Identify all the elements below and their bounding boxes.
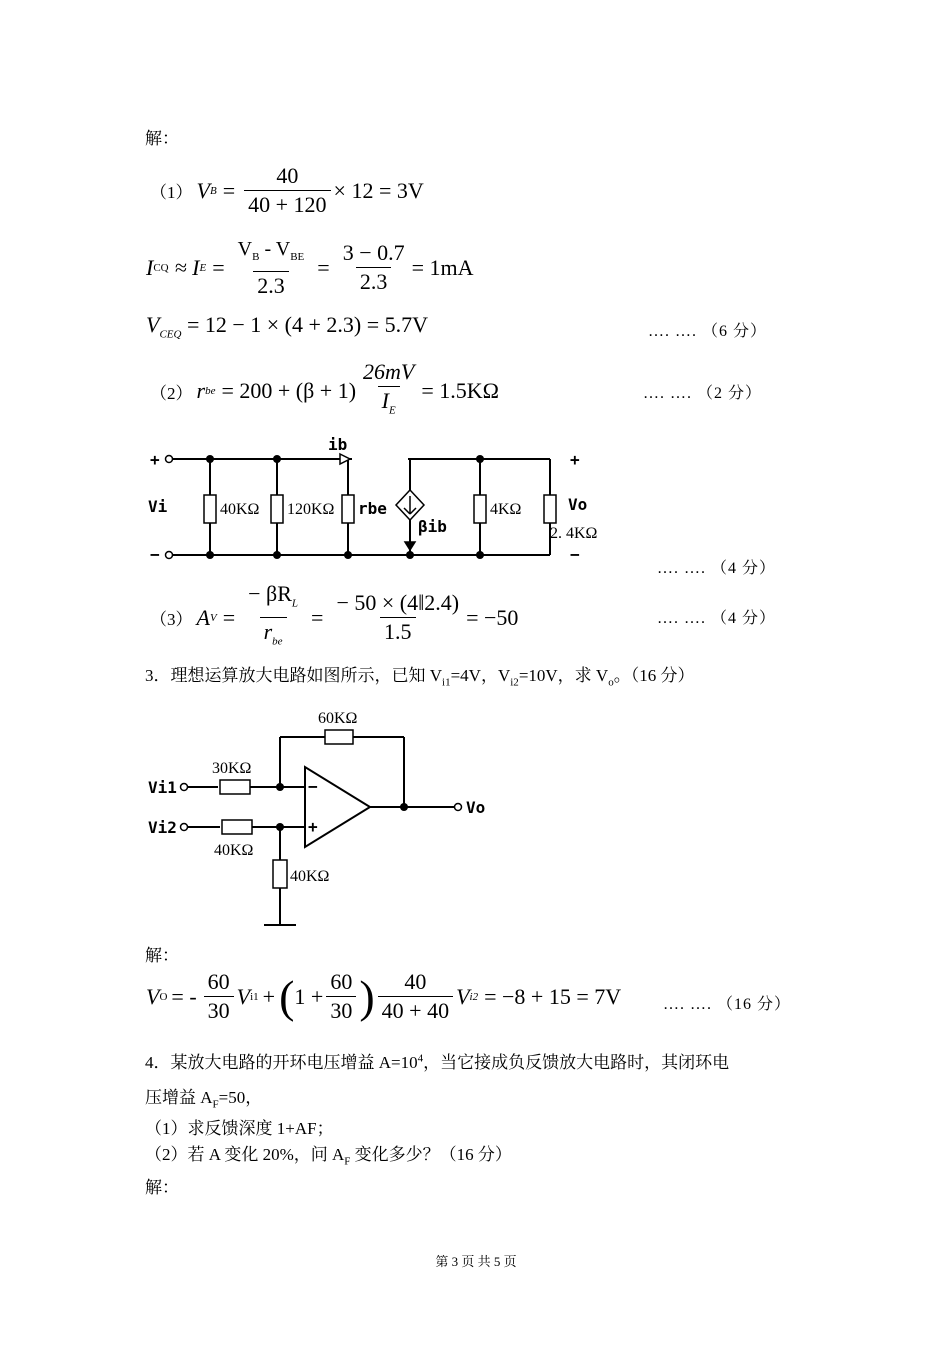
vo-f3-den: 40 + 40 [378, 996, 453, 1025]
ie-symbol: ≈ I [174, 254, 200, 280]
part-tag: （1） [150, 183, 193, 202]
icq-result: = 1mA [411, 254, 474, 280]
inverting-sign: − [308, 777, 318, 796]
score-text: （6 分） [702, 323, 768, 340]
part-tag: （2） [150, 383, 193, 403]
vb-denominator: 40 + 120 [244, 190, 330, 219]
minus-out: − [570, 545, 580, 564]
vceq-symbol: V [146, 312, 160, 337]
score-2 [643, 380, 762, 403]
resistor-40k-gnd [273, 860, 287, 888]
resistor-rl [544, 495, 556, 523]
av-fraction-2 [332, 589, 463, 646]
plus-in: + [150, 450, 160, 469]
resistor-40k [204, 495, 216, 523]
question-4-item-2: （2）若 A 变化 20%，问 $A_F$ 变化多少？（16 分） [145, 1145, 512, 1168]
equation-vceq [146, 312, 428, 340]
vo-label: Vo [568, 495, 588, 514]
av-frac1-num: − $\beta R_L$ [248, 581, 299, 610]
av-frac2-num: − 50 × (4‖2.4) [336, 590, 460, 616]
noninverting-sign: + [308, 817, 318, 836]
dots: …. …. [643, 385, 692, 402]
score-text: （4 分） [711, 610, 777, 627]
dots: …. …. [663, 996, 712, 1013]
icq-frac1-den: 2.3 [253, 271, 289, 300]
resistor-120k [271, 495, 283, 523]
score-text: （16 分） [717, 996, 792, 1013]
equation-rbe [150, 358, 499, 424]
icq-fraction-2 [339, 239, 409, 296]
page-footer: 第 3 页 共 5 页 [435, 1254, 517, 1269]
icq-frac1-num: $V_B - V_{BE}$ [237, 238, 305, 263]
vo-f2-den: 30 [326, 996, 356, 1025]
r120k-label: 120KΩ [287, 501, 335, 518]
vo-f1-den: 30 [204, 996, 234, 1025]
r1-label: 30KΩ [212, 760, 252, 777]
rbe-subscript: be [205, 385, 216, 398]
r4k-label: 4KΩ [490, 501, 522, 518]
question-4-line-2: 压增益 $A_F=50$， [145, 1088, 263, 1111]
r40k-label: 40KΩ [220, 501, 260, 518]
icq-symbol: I [146, 254, 154, 280]
small-signal-circuit [140, 430, 620, 570]
dots: …. …. [657, 560, 706, 577]
resistor-60k [325, 730, 353, 744]
vb-result: × 12 = 3V [333, 177, 424, 203]
ie-subscript: E [199, 261, 207, 274]
minus-in: − [150, 545, 160, 564]
icq-frac2-den: 2.3 [356, 267, 392, 296]
rbe-mid: = 200 + (β + 1) [221, 378, 357, 404]
vceq-subscript: CEQ [159, 328, 182, 341]
vi-label: Vi [148, 497, 168, 516]
solution-label: 解： [145, 129, 179, 148]
resistor-rbe [342, 495, 354, 523]
score-text: （2 分） [697, 385, 763, 402]
resistor-30k [220, 780, 250, 794]
r3-label: 40KΩ [290, 868, 330, 885]
equation-vo: V O = - $\frac{60}{30}$ V i1 + ( 1 + $\frac{60}{30}$ ) $\frac{40}{40 + 40}$ V i2 = −8 + 15 = 7V [146, 969, 622, 1023]
vo-symbol: V [146, 983, 160, 1009]
r2-label: 40KΩ [214, 842, 254, 859]
vo-result: = −8 + 15 = 7V [484, 983, 622, 1009]
rbe-result: = 1.5KΩ [421, 378, 500, 404]
icq-fraction-1 [234, 235, 309, 300]
vb-symbol: V [196, 177, 210, 203]
equals: = [222, 177, 236, 203]
dots: …. …. [648, 323, 697, 340]
vo-label: Vo [466, 798, 486, 817]
plus-out: + [570, 450, 580, 469]
av-subscript: V [209, 611, 217, 624]
rl-label: 2. 4KΩ [550, 525, 598, 542]
av-result: = −50 [466, 604, 519, 630]
solution-label: 解： [145, 1178, 179, 1197]
vi2-subscript: i2 [469, 990, 479, 1003]
vb-fraction [244, 162, 330, 219]
vi1-label: Vi1 [148, 778, 177, 797]
vo-f2-num: 60 [330, 969, 353, 994]
question-4-line-1: 4．某放大电路的开环电压增益 $A=10^4$，当它接成负反馈放大电路时，其闭环电 [145, 1052, 730, 1072]
av-frac1-den: $r_{be}$ [260, 617, 287, 655]
score-4-circuit [657, 555, 776, 578]
resistor-40k-in [222, 820, 252, 834]
dots: …. …. [657, 610, 706, 627]
solution-label: 解： [145, 946, 179, 965]
beta-ib-label: βib [418, 517, 447, 536]
rbe-label: rbe [358, 499, 387, 518]
op-amp-circuit [140, 700, 520, 930]
vo-f3-num: 40 [404, 969, 427, 994]
equation-icq: I CQ ≈ I E = $\frac{V_B - V_{BE}}{2.3}$ = $\frac{3 - 0.7}{2.3}$ = 1mA [146, 235, 474, 300]
av-frac2-den: 1.5 [380, 617, 416, 646]
score-16 [663, 991, 791, 1014]
rf-label: 60KΩ [318, 710, 358, 727]
vb-numerator: 40 [276, 163, 299, 188]
icq-frac2-num: 3 − 0.7 [342, 240, 405, 265]
ib-label: ib [328, 435, 348, 454]
equation-vb [150, 162, 424, 219]
part-tag: （3） [150, 610, 193, 630]
equation-av: （3） A V = $\frac{- \beta R_L}{r_{be}}$ = $\frac{- 50 \times (4‖2.4)}{1.5}$ = −50 [150, 580, 518, 656]
vceq-expression: = 12 − 1 × (4 + 2.3) = 5.7V [186, 312, 429, 337]
question-4-item-1: （1）求反馈深度 1+AF； [145, 1119, 334, 1138]
av-fraction-1 [244, 580, 302, 656]
icq-subscript: CQ [153, 261, 169, 274]
vb-subscript: B [209, 184, 217, 197]
vi1-subscript: i1 [250, 990, 259, 1003]
rbe-fraction [359, 358, 418, 424]
question-3: 3．理想运算放大电路如图所示，已知 $V_{i1}=4V$，$V_{i2}=10V$，求 $V_o$。（16 分） [145, 666, 695, 689]
vo-fraction-1 [204, 968, 234, 1025]
rbe-denominator: $I_E$ [378, 386, 400, 424]
score-4 [657, 605, 776, 628]
resistor-4k [474, 495, 486, 523]
score-text: （4 分） [711, 560, 777, 577]
av-symbol: A [196, 604, 210, 630]
rbe-numerator: 26mV [363, 359, 415, 384]
vo-f1-num: 60 [207, 969, 230, 994]
vo-fraction-3 [378, 968, 453, 1025]
rbe-symbol: r [196, 378, 206, 404]
score-6 [648, 318, 767, 341]
vo-fraction-2 [326, 968, 356, 1025]
vi2-label: Vi2 [148, 818, 177, 837]
vo-subscript: O [159, 990, 168, 1003]
